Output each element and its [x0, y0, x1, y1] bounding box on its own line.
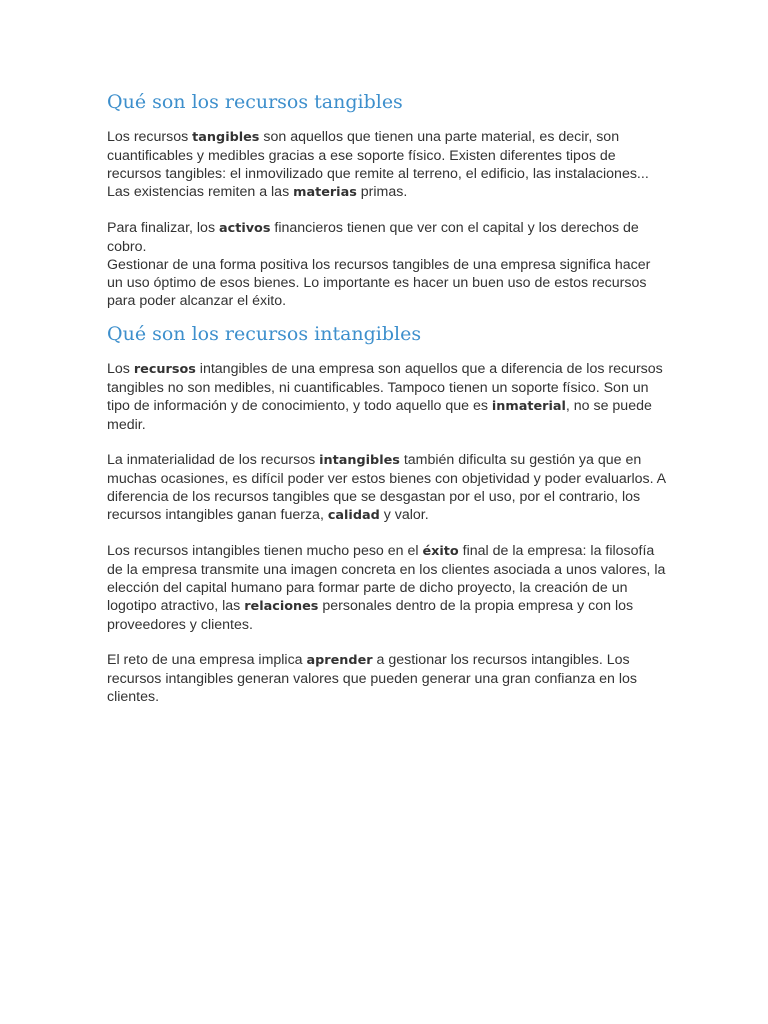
paragraph-inmaterialidad: [107, 451, 667, 525]
paragraph-gestionar: Gestionar de una forma positiva los recursos tangibles de una empresa significa hacer un uso óptimo de esos bienes. Lo importante es hacer un buen uso de estos recursos para poder alcanzar el éxito.: [107, 257, 651, 309]
bold-term-aprender: aprender: [306, 653, 373, 668]
text: también dificulta su gestión ya que en muchas ocasiones, es difícil poder ver estos bienes con objetividad y poder evaluarlos. A diferencia de los recursos tangibles que se desgastan por el uso, por el contrario, los recursos intangibles ganan fuerza,: [107, 452, 666, 523]
paragraph-tangibles-definition: [107, 128, 667, 202]
text: Los recursos: [107, 129, 193, 145]
text: Los: [107, 361, 134, 377]
bold-term-materias: materias: [293, 185, 357, 200]
text: Para finalizar, los: [107, 220, 219, 236]
document-page: [107, 88, 667, 723]
text: personales dentro de la propia empresa y con los proveedores y clientes.: [107, 598, 634, 633]
text: son aquellos que tienen una parte material, es decir, son cuantificables y medibles gracias a ese soporte físico. Existen diferentes tipos de recursos tangibles: el inmovilizado que remite al terreno, el edificio, las instalaciones... Las existencias remiten a las: [107, 129, 649, 200]
text: Los recursos intangibles tienen mucho peso en el: [107, 543, 423, 559]
text: final de la empresa: la filosofía de la empresa transmite una imagen concreta en los clientes asociada a unos valores, la elección del capital humano para formar parte de dicho proyecto, la creación de un logotipo atractivo, las: [107, 543, 666, 614]
text: , no se puede medir.: [107, 398, 652, 433]
text: El reto de una empresa implica: [107, 652, 307, 668]
bold-term-recursos: recursos: [133, 362, 196, 377]
section-heading-intangibles: Qué son los recursos intangibles: [107, 323, 422, 345]
bold-term-activos: activos: [218, 221, 271, 236]
bold-term-relaciones: relaciones: [244, 599, 319, 614]
bold-term-calidad: calidad: [327, 508, 380, 523]
text: intangibles de una empresa son aquellos que a diferencia de los recursos tangibles no son medibles, ni cuantificables. Tampoco tienen un soporte físico. Son un tipo de información y de conocimiento, y todo aquello que es: [107, 361, 663, 414]
bold-term-tangibles: tangibles: [192, 130, 260, 145]
bold-term-intangibles: intangibles: [319, 453, 400, 468]
paragraph-exito: [107, 542, 667, 634]
text: primas.: [356, 184, 408, 200]
paragraph-intangibles-definition: [107, 360, 667, 434]
text: La inmaterialidad de los recursos: [107, 452, 320, 468]
text: financieros tienen que ver con el capital y los derechos de cobro.: [107, 220, 639, 255]
text: y valor.: [379, 507, 429, 523]
section-heading-tangibles: Qué son los recursos tangibles: [107, 91, 403, 113]
paragraph-reto: [107, 651, 667, 706]
paragraph-activos: [107, 219, 667, 256]
text: a gestionar los recursos intangibles. Los recursos intangibles generan valores que pueden generar una gran confianza en los clientes.: [107, 652, 638, 705]
bold-term-exito: éxito: [422, 544, 459, 559]
bold-term-inmaterial: inmaterial: [491, 399, 566, 414]
